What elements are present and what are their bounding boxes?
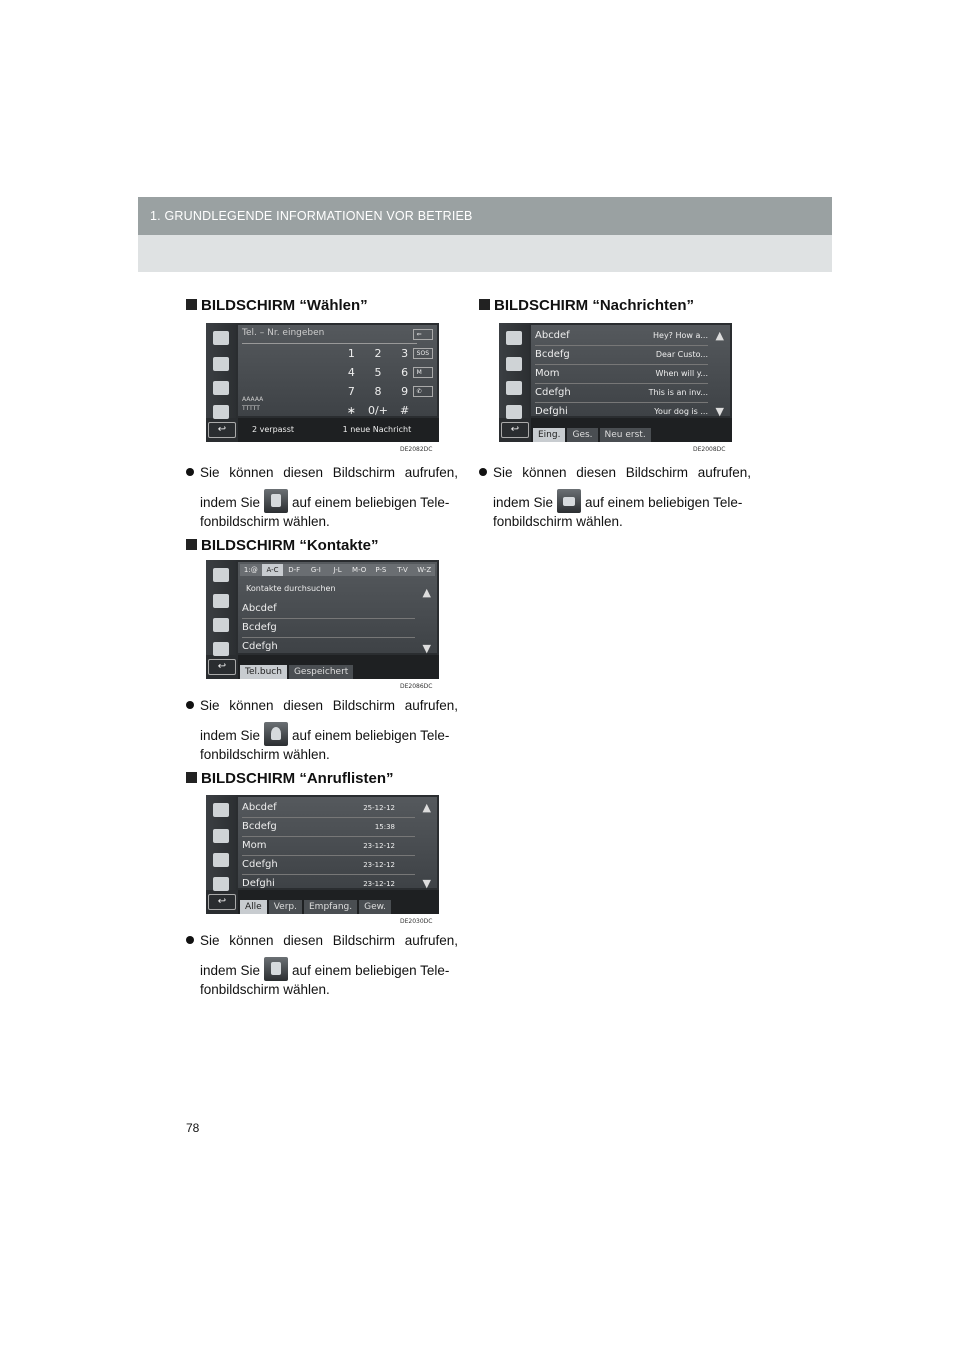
key[interactable]: 6 <box>401 366 409 379</box>
section-title-contacts: BILDSCHIRM “Kontakte” <box>186 537 379 554</box>
phone-icon <box>264 489 288 513</box>
alpha-tab[interactable]: M-O <box>352 566 367 574</box>
side-keys <box>413 329 433 397</box>
call-history-icon <box>264 957 288 981</box>
phone-icon <box>213 331 229 345</box>
list-item[interactable]: Abcdef <box>242 600 415 619</box>
message-icon <box>557 489 581 513</box>
table-row[interactable]: Defghi 23-12-12 <box>242 875 415 894</box>
alpha-tab[interactable]: 1:@ <box>243 566 258 574</box>
back-button[interactable]: ↩ <box>208 422 236 438</box>
delete-button[interactable]: ⇐ <box>413 329 433 340</box>
scroll-down-icon[interactable]: ▼ <box>422 642 431 655</box>
list-item[interactable]: Bcdefg Dear Custo... <box>535 346 708 365</box>
tab-all[interactable]: Alle <box>240 900 267 914</box>
tab-received[interactable]: Empfang. <box>304 900 357 914</box>
message-icon <box>213 642 229 656</box>
scroll-down-icon[interactable]: ▼ <box>715 405 724 418</box>
key[interactable]: 8 <box>374 385 382 398</box>
phone-icon <box>213 803 229 817</box>
image-code: DE2030DC <box>400 918 433 925</box>
key[interactable]: 0/+ <box>368 404 388 417</box>
header-band <box>138 235 832 272</box>
alphabet-tabs <box>240 564 435 576</box>
contacts-screen <box>206 560 439 679</box>
call-button[interactable]: ✆ <box>413 386 433 397</box>
key[interactable]: ∗ <box>346 404 356 417</box>
contacts-icon <box>213 594 229 608</box>
key[interactable]: 2 <box>374 347 382 360</box>
table-row[interactable]: Bcdefg 15:38 <box>242 818 415 837</box>
key[interactable]: 9 <box>401 385 409 398</box>
tab-missed[interactable]: Verp. <box>269 900 302 914</box>
call-history-icon <box>213 853 229 867</box>
sos-button[interactable]: SOS <box>413 348 433 359</box>
description-call-history: Sie können diesen Bildschirm aufrufen, indem Sie auf einem beliebigen Tele- fonbildschirm wählen. <box>186 932 458 998</box>
alpha-tab[interactable]: T-V <box>397 566 408 574</box>
alpha-tab[interactable]: J-L <box>333 566 342 574</box>
chapter-header <box>138 197 832 235</box>
missed-calls-status: 2 verpasst <box>252 425 295 434</box>
list-item[interactable]: Defghi Your dog is ... <box>535 403 708 422</box>
tab-sent[interactable]: Ges. <box>567 428 597 442</box>
alpha-tab[interactable]: G-I <box>310 566 321 574</box>
tab-inbox[interactable]: Eing. <box>533 428 565 442</box>
key[interactable]: 4 <box>347 366 355 379</box>
table-row[interactable]: Abcdef 25-12-12 <box>242 799 415 818</box>
back-button[interactable]: ↩ <box>501 422 529 438</box>
call-history-icon <box>213 381 229 395</box>
list-item[interactable]: Cdefgh This is an inv... <box>535 384 708 403</box>
description-contacts: Sie können diesen Bildschirm aufrufen, indem Sie auf einem beliebigen Tele- fonbildschirm wählen. <box>186 697 458 763</box>
key[interactable]: 7 <box>347 385 355 398</box>
page-number: 78 <box>186 1121 200 1135</box>
name-list: AAAAA TTTTT <box>242 396 264 412</box>
new-message-status: 1 neue Nachricht <box>342 425 412 434</box>
message-icon <box>213 877 229 891</box>
list-item[interactable]: Cdefgh <box>242 638 415 657</box>
phone-icon <box>506 331 522 345</box>
scroll-up-icon[interactable]: ▲ <box>715 329 724 342</box>
message-icon <box>213 405 229 419</box>
tab-saved[interactable]: Gespeichert <box>289 665 353 679</box>
chapter-title: 1. GRUNDLEGENDE INFORMATIONEN VOR BETRIEB <box>150 209 473 223</box>
back-button[interactable]: ↩ <box>208 894 236 910</box>
description-dial: Sie können diesen Bildschirm aufrufen, indem Sie auf einem beliebigen Tele- fonbildschirm wählen. <box>186 464 458 530</box>
contacts-icon <box>213 357 229 371</box>
alpha-tab[interactable]: A-C <box>262 564 284 576</box>
table-row[interactable]: Cdefgh 23-12-12 <box>242 856 415 875</box>
tab-dialed[interactable]: Gew. <box>359 900 391 914</box>
call-history-icon <box>506 381 522 395</box>
contacts-icon <box>506 357 522 371</box>
dial-screen <box>206 323 439 442</box>
number-input[interactable]: Tel. – Nr. eingeben <box>242 328 417 344</box>
message-icon <box>506 405 522 419</box>
scroll-down-icon[interactable]: ▼ <box>422 877 431 890</box>
section-title-dial: BILDSCHIRM “Wählen” <box>186 297 368 314</box>
list-item[interactable]: Bcdefg <box>242 619 415 638</box>
messages-screen <box>499 323 732 442</box>
back-button[interactable]: ↩ <box>208 659 236 675</box>
section-title-messages: BILDSCHIRM “Nachrichten” <box>479 297 694 314</box>
tab-new[interactable]: Neu erst. <box>600 428 651 442</box>
list-item[interactable]: Abcdef Hey? How a... <box>535 327 708 346</box>
section-title-call-history: BILDSCHIRM “Anruflisten” <box>186 770 394 787</box>
image-code: DE2086DC <box>400 683 433 690</box>
alpha-tab[interactable]: P-S <box>375 566 387 574</box>
mail-button[interactable]: M <box>413 367 433 378</box>
search-contacts[interactable]: Kontakte durchsuchen <box>246 584 336 593</box>
image-code: DE2008DC <box>693 446 726 453</box>
contacts-icon <box>264 722 288 746</box>
image-code: DE2082DC <box>400 446 433 453</box>
tab-phonebook[interactable]: Tel.buch <box>240 665 287 679</box>
contacts-icon <box>213 829 229 843</box>
scroll-up-icon[interactable]: ▲ <box>422 801 431 814</box>
call-history-icon <box>213 618 229 632</box>
alpha-tab[interactable]: D-F <box>288 566 301 574</box>
table-row[interactable]: Mom 23-12-12 <box>242 837 415 856</box>
alpha-tab[interactable]: W-Z <box>417 566 432 574</box>
scroll-up-icon[interactable]: ▲ <box>422 586 431 599</box>
keypad <box>338 347 418 417</box>
key[interactable]: 5 <box>374 366 382 379</box>
description-messages: Sie können diesen Bildschirm aufrufen, indem Sie auf einem beliebigen Tele- fonbildschirm wählen. <box>479 464 751 530</box>
list-item[interactable]: Mom When will y... <box>535 365 708 384</box>
key[interactable]: 3 <box>401 347 409 360</box>
call-history-screen <box>206 795 439 914</box>
key[interactable]: # <box>400 404 410 417</box>
phone-icon <box>213 568 229 582</box>
key[interactable]: 1 <box>347 347 355 360</box>
